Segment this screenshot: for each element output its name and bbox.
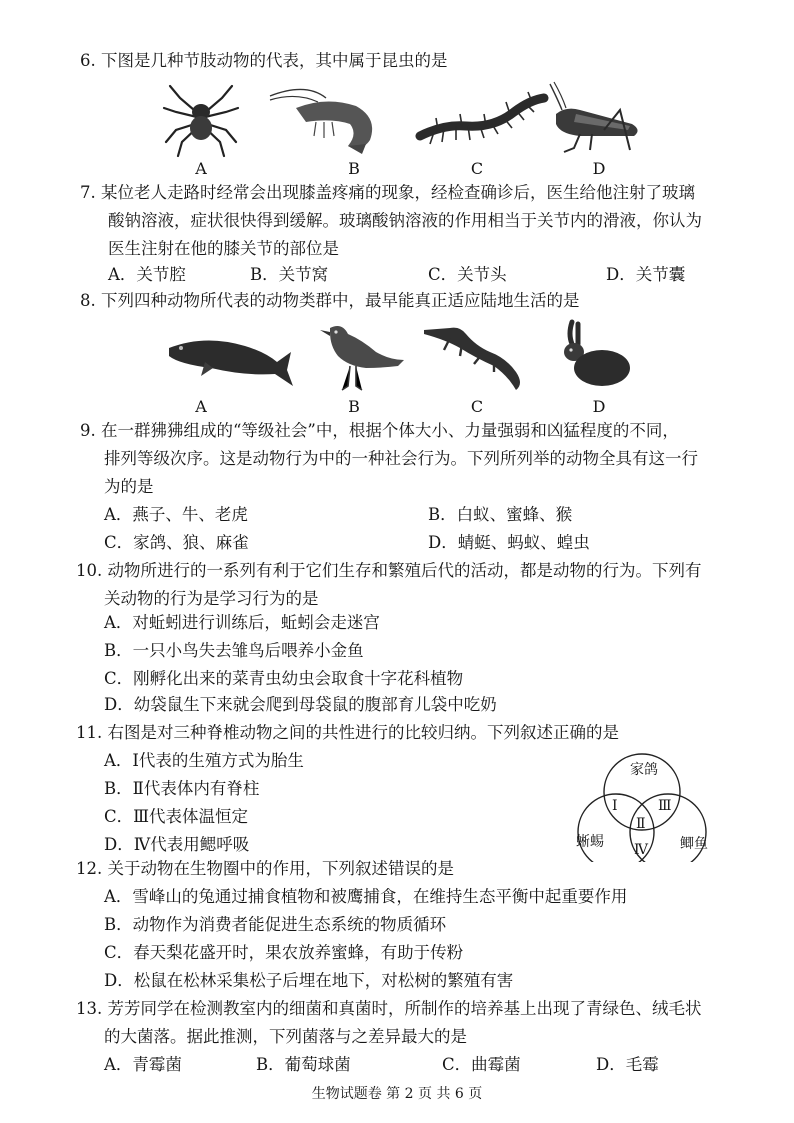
venn-region-3: Ⅲ <box>658 798 672 814</box>
question-7-option-d: D．关节囊 <box>606 265 686 284</box>
question-10-option-c: C．刚孵化出来的菜青虫幼虫会取食十字花科植物 <box>104 669 464 688</box>
crocodile-icon <box>420 320 530 394</box>
question-10-option-b: B．一只小鸟失去雏鸟后喂养小金鱼 <box>104 641 364 660</box>
spider-image <box>160 78 242 160</box>
venn-label-lizard: 蜥蜴 <box>576 834 604 850</box>
question-11-option-b: B．Ⅱ代表体内有脊柱 <box>104 779 260 798</box>
question-9-option-c: C．家鸽、狼、麻雀 <box>104 533 249 552</box>
question-7-stem-line-2: 酸钠溶液，症状很快得到缓解。玻璃酸钠溶液的作用相当于关节内的滑液，你认为 <box>108 211 702 230</box>
question-13-stem-line-1: 13. 芳芳同学在检测教室内的细菌和真菌时，所制作的培养基上出现了青绿色、绒毛状 <box>76 999 702 1018</box>
bird-image <box>312 318 408 394</box>
question-13-stem-line-2: 的大菌落。据此推测，下列菌落与之差异最大的是 <box>104 1027 467 1046</box>
question-10-stem-line-1: 10. 动物所进行的一系列有利于它们生存和繁殖后代的活动，都是动物的行为。下列有 <box>76 561 702 580</box>
q8-label-d: D <box>592 397 606 416</box>
shrimp-image <box>266 84 382 156</box>
question-13-option-d: D．毛霉 <box>596 1055 659 1074</box>
venn-label-crucian: 鲫鱼 <box>680 836 708 852</box>
venn-region-2: Ⅱ <box>636 816 646 832</box>
question-12-option-b: B．动物作为消费者能促进生态系统的物质循环 <box>104 915 447 934</box>
question-9-stem-line-1: 9. 在一群狒狒组成的“等级社会”中，根据个体大小、力量强弱和凶猛程度的不同， <box>80 421 679 440</box>
question-9-stem-line-3: 为的是 <box>104 477 154 496</box>
question-13-option-c: C．曲霉菌 <box>442 1055 521 1074</box>
question-9-option-a: A．燕子、牛、老虎 <box>104 505 248 524</box>
spider-icon <box>160 78 242 160</box>
grasshopper-icon <box>540 80 644 156</box>
question-9-stem-line-2: 排列等级次序。这是动物行为中的一种社会行为。下列所列举的动物全具有这一行 <box>104 449 698 468</box>
question-11-option-a: A．Ⅰ代表的生殖方式为胎生 <box>104 751 304 770</box>
fish-icon <box>165 328 295 392</box>
q8-label-b: B <box>348 397 360 416</box>
question-7-option-c: C．关节头 <box>428 265 507 284</box>
fish-image <box>165 328 295 392</box>
question-12-option-c: C．春天梨花盛开时，果农放养蜜蜂，有助于传粉 <box>104 943 464 962</box>
question-10-option-d: D．幼袋鼠生下来就会爬到母袋鼠的腹部育儿袋中吃奶 <box>104 695 497 714</box>
question-7-option-a: A．关节腔 <box>108 265 186 284</box>
venn-label-pigeon: 家鸽 <box>630 762 658 778</box>
question-9-option-d: D．蜻蜓、蚂蚁、蝗虫 <box>428 533 590 552</box>
venn-region-4: Ⅳ <box>634 842 648 858</box>
bird-icon <box>312 318 408 394</box>
venn-diagram <box>568 752 716 862</box>
q8-label-a: A <box>195 397 207 416</box>
rabbit-image <box>554 318 634 390</box>
crocodile-image <box>420 320 530 394</box>
question-13-option-a: A．青霉菌 <box>104 1055 182 1074</box>
question-11-stem: 11. 右图是对三种脊椎动物之间的共性进行的比较归纳。下列叙述正确的是 <box>76 723 619 742</box>
question-12-stem: 12. 关于动物在生物圈中的作用，下列叙述错误的是 <box>76 859 454 878</box>
question-10-stem-line-2: 关动物的行为是学习行为的是 <box>104 589 319 608</box>
question-11-option-d: D．Ⅳ代表用鳃呼吸 <box>104 835 250 854</box>
q6-label-b: B <box>348 159 360 178</box>
question-8-stem: 8. 下列四种动物所代表的动物类群中，最早能真正适应陆地生活的是 <box>80 291 580 310</box>
question-6-stem: 6. 下图是几种节肢动物的代表，其中属于昆虫的是 <box>80 51 448 70</box>
q8-label-c: C <box>470 397 484 416</box>
question-12-option-d: D．松鼠在松林采集松子后埋在地下，对松树的繁殖有害 <box>104 971 514 990</box>
centipede-icon <box>414 90 550 150</box>
question-10-option-a: A．对蚯蚓进行训练后，蚯蚓会走迷宫 <box>104 613 380 632</box>
q6-label-d: D <box>592 159 606 178</box>
venn-region-1: Ⅰ <box>612 798 618 814</box>
question-9-option-b: B．白蚁、蜜蜂、猴 <box>428 505 573 524</box>
grasshopper-image <box>540 80 644 156</box>
question-13-option-b: B．葡萄球菌 <box>256 1055 351 1074</box>
question-12-option-a: A．雪峰山的兔通过捕食植物和被鹰捕食，在维持生态平衡中起重要作用 <box>104 887 628 906</box>
question-7-stem-line-3: 医生注射在他的膝关节的部位是 <box>108 239 339 258</box>
q6-label-c: C <box>470 159 484 178</box>
question-7-stem-line-1: 7. 某位老人走路时经常会出现膝盖疼痛的现象，经检查确诊后，医生给他注射了玻璃 <box>80 183 695 202</box>
centipede-image <box>414 90 550 150</box>
question-11-option-c: C．Ⅲ代表体温恒定 <box>104 807 249 826</box>
page-footer: 生物试题卷 第 2 页 共 6 页 <box>311 1086 483 1102</box>
shrimp-icon <box>266 84 382 156</box>
rabbit-icon <box>554 318 634 390</box>
question-7-option-b: B．关节窝 <box>250 265 329 284</box>
q6-label-a: A <box>195 159 207 178</box>
